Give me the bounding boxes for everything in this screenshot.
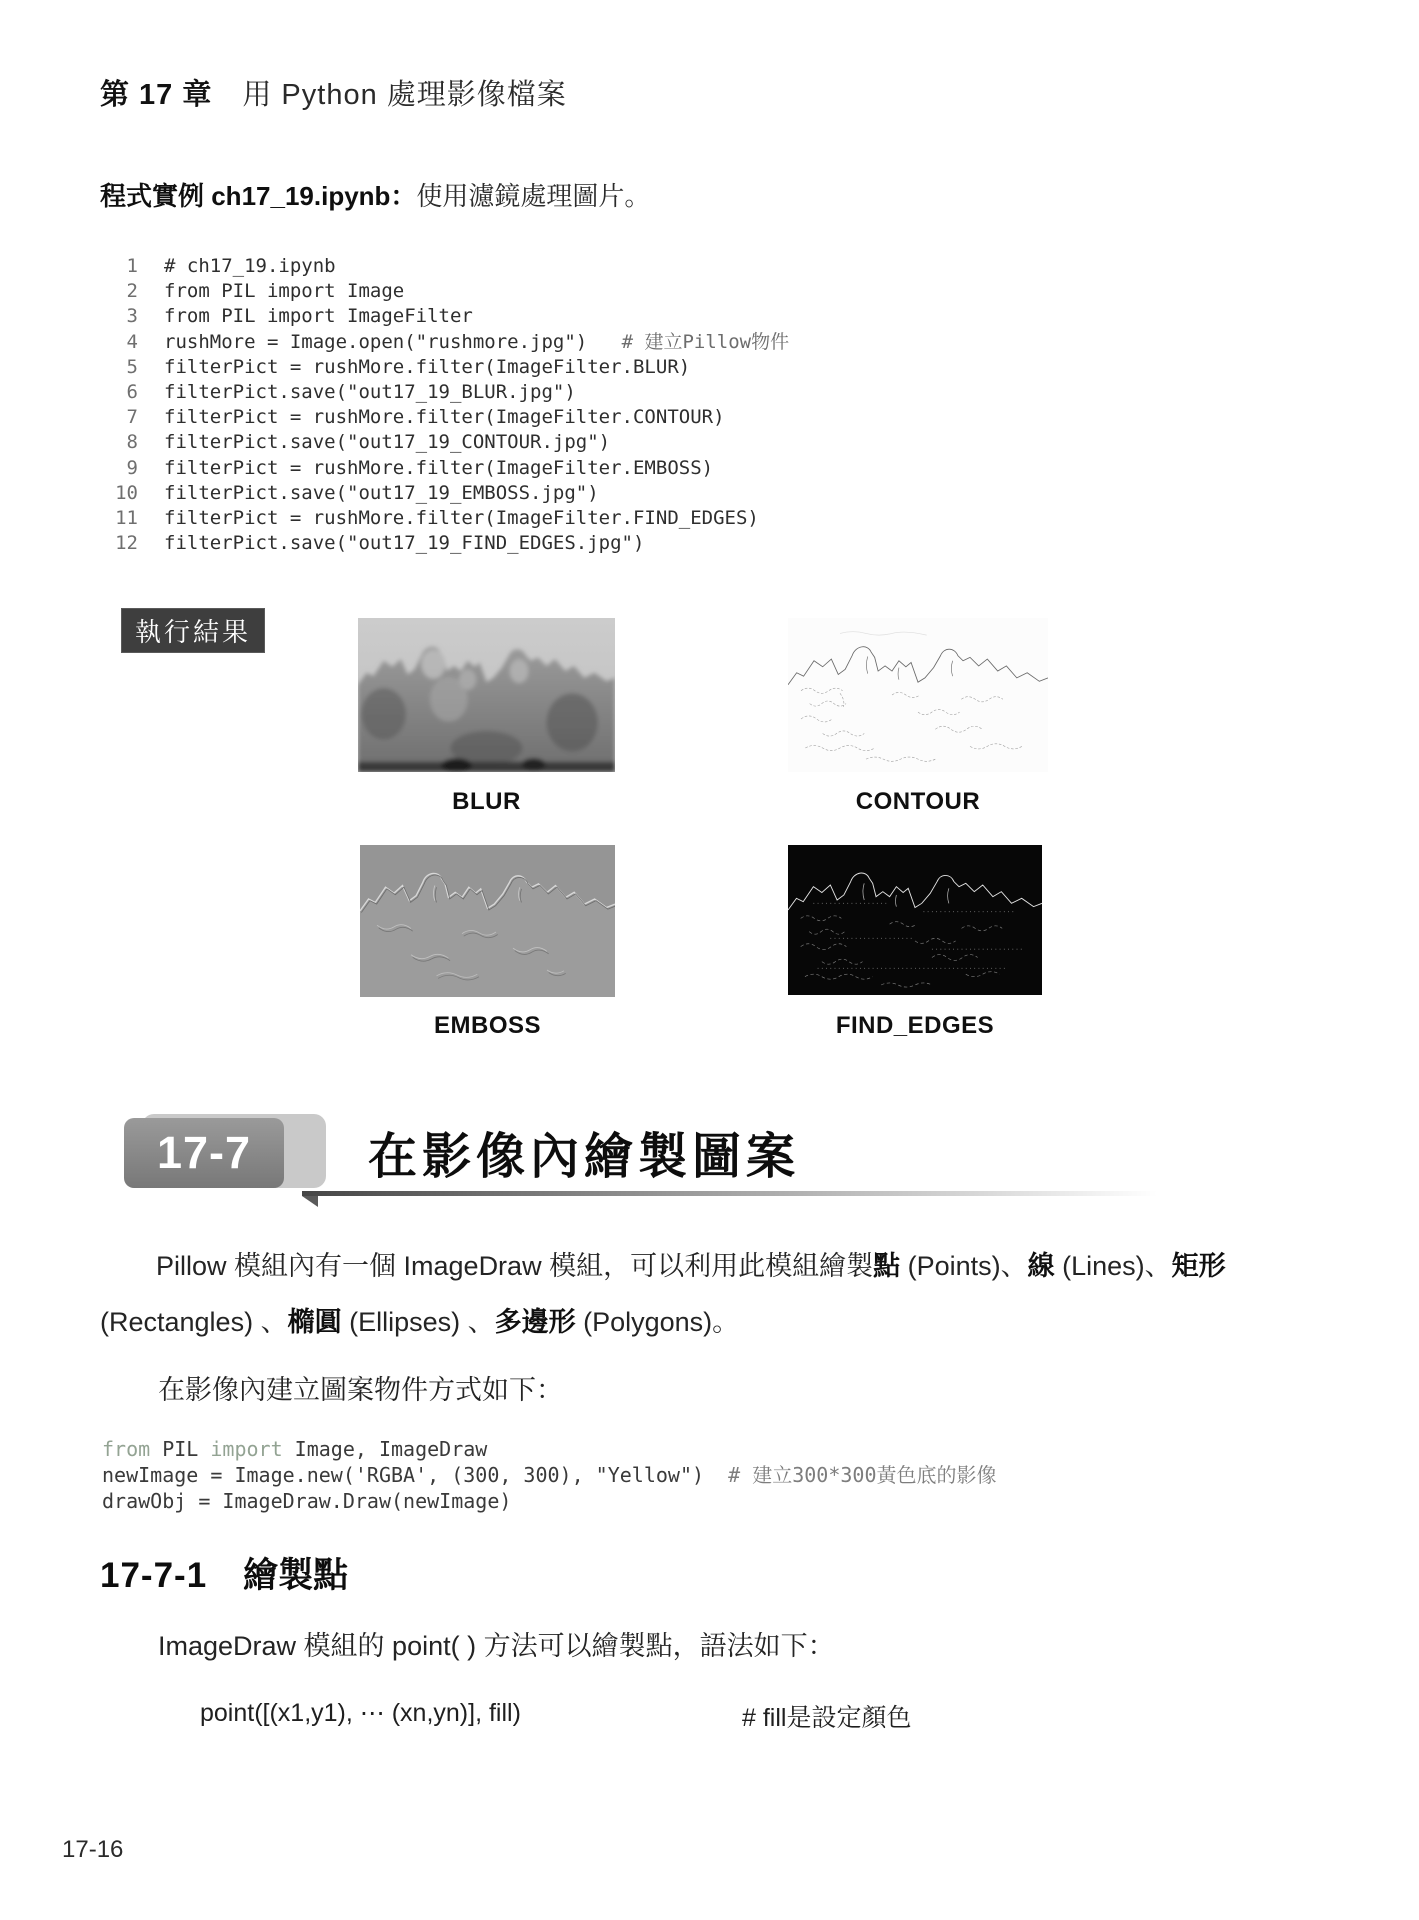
code-line (100, 506, 789, 531)
code-text: filterPict = rushMore.filter(ImageFilter.EMBOSS) (164, 456, 714, 479)
rushmore-emboss-filter-image (360, 845, 615, 997)
rushmore-contour-filter-image (788, 618, 1048, 772)
emboss-image-graphic (360, 845, 615, 997)
rushmore-blur-filter-image (358, 618, 615, 772)
code-text: filterPict.save("out17_19_CONTOUR.jpg") (164, 431, 611, 454)
section-underline-fold (302, 1196, 318, 1207)
chapter-number: 第 17 章 (100, 79, 213, 111)
code-text: rushMore = Image.open("rushmore.jpg") (164, 330, 588, 353)
subsection-heading (100, 1548, 348, 1598)
chapter-header (100, 72, 567, 113)
code-text: filterPict = rushMore.filter(ImageFilter.BLUR) (164, 355, 691, 378)
code-line (100, 481, 789, 506)
line-number: 3 (126, 305, 138, 328)
line-number: 11 (115, 507, 138, 530)
line-number: 7 (126, 406, 138, 429)
point-sentence: ImageDraw 模組的 point( ) 方法可以繪製點，語法如下： (158, 1631, 835, 1661)
keyword: import (210, 1437, 283, 1461)
example-title (100, 176, 650, 213)
code-text: filterPict.save("out17_19_EMBOSS.jpg") (164, 481, 599, 504)
line-number: 10 (115, 481, 138, 504)
rushmore-find-edges-filter-image (788, 845, 1042, 995)
code-comment: # 建立Pillow物件 (587, 330, 790, 353)
chapter-title: 用 Python 處理影像檔案 (242, 79, 567, 111)
setup-code-line (102, 1436, 997, 1462)
line-number: 4 (126, 330, 138, 353)
paragraph-text: Pillow 模組內有一個 ImageDraw 模組，可以利用此模組繪製 (156, 1251, 874, 1281)
setup-sentence: 在影像內建立圖案物件方式如下： (158, 1375, 563, 1405)
code-line (100, 355, 789, 380)
subsection-title: 繪製點 (243, 1556, 349, 1595)
code-text: filterPict = rushMore.filter(ImageFilter.FIND_EDGES) (164, 507, 759, 530)
code-line (100, 456, 789, 481)
line-number: 12 (115, 532, 138, 555)
execution-result-badge: 執行結果 (121, 608, 265, 653)
setup-code-block (102, 1436, 997, 1514)
line-number: 2 (126, 280, 138, 303)
code-line (100, 380, 789, 405)
paragraph-text-bold: 多邊形 (494, 1307, 576, 1337)
code-text: filterPict.save("out17_19_BLUR.jpg") (164, 381, 576, 404)
paragraph-text-bold: 線 (1027, 1251, 1055, 1281)
line-number: 5 (126, 355, 138, 378)
keyword: from (102, 1437, 151, 1461)
code-line (100, 330, 789, 355)
code-line (100, 279, 789, 304)
code-text: # ch17_19.ipynb (164, 255, 336, 277)
section-underline (302, 1191, 1157, 1196)
code-line (100, 430, 789, 455)
find-edges-label: FIND_EDGES (835, 1012, 995, 1039)
line-number: 1 (126, 255, 138, 277)
page-number: 17-16 (62, 1836, 124, 1863)
example-label: 程式實例 ch17_19.ipynb： (100, 181, 417, 211)
contour-label: CONTOUR (855, 788, 981, 815)
code-line (100, 531, 789, 556)
paragraph-text: (Polygons)。 (575, 1307, 740, 1337)
code-text: newImage = Image.new('RGBA', (300, 300), "Yellow") (102, 1463, 729, 1487)
code-comment: # 建立300*300黃色底的影像 (728, 1463, 997, 1487)
code-text: drawObj = ImageDraw.Draw(newImage) (102, 1489, 512, 1513)
paragraph-text-bold: 點 (873, 1251, 901, 1281)
section-number-badge: 17-7 (124, 1118, 284, 1188)
code-listing (100, 254, 789, 556)
syntax-comment: # fill是設定顏色 (742, 1704, 912, 1732)
find-edges-image-graphic (788, 845, 1042, 995)
code-text: Image, ImageDraw (282, 1437, 488, 1461)
setup-code-line (102, 1488, 997, 1514)
code-line (100, 254, 789, 279)
paragraph-text: (Lines)、 (1054, 1251, 1172, 1281)
subsection-number: 17-7-1 (100, 1556, 208, 1595)
code-text: from PIL import Image (164, 280, 405, 303)
emboss-label: EMBOSS (433, 1012, 541, 1039)
paragraph-text-bold: 矩形 (1171, 1251, 1226, 1281)
setup-code-line (102, 1462, 997, 1488)
code-text: filterPict = rushMore.filter(ImageFilter.CONTOUR) (164, 406, 725, 429)
line-number: 6 (126, 381, 138, 404)
section-title: 在影像內繪製圖案 (368, 1130, 801, 1184)
syntax-code: point([(x1,y1), ⋯ (xn,yn)], fill) (200, 1699, 521, 1727)
code-text: filterPict.save("out17_19_FIND_EDGES.jpg") (164, 532, 645, 555)
paragraph-text-bold: 橢圓 (287, 1307, 342, 1337)
blur-label: BLUR (452, 788, 521, 815)
line-number: 8 (126, 431, 138, 454)
paragraph-text: (Ellipses) 、 (341, 1307, 495, 1337)
blur-image-graphic (358, 618, 615, 772)
paragraph-text: (Rectangles) 、 (100, 1307, 288, 1337)
line-number: 9 (126, 456, 138, 479)
contour-image-graphic (788, 618, 1048, 772)
example-description: 使用濾鏡處理圖片。 (416, 181, 651, 211)
intro-paragraph (100, 1238, 1345, 1350)
code-text: from PIL import ImageFilter (164, 305, 473, 328)
paragraph-text: (Points)、 (900, 1251, 1028, 1281)
code-text: PIL (150, 1437, 211, 1461)
code-line (100, 405, 789, 430)
code-line (100, 304, 789, 329)
